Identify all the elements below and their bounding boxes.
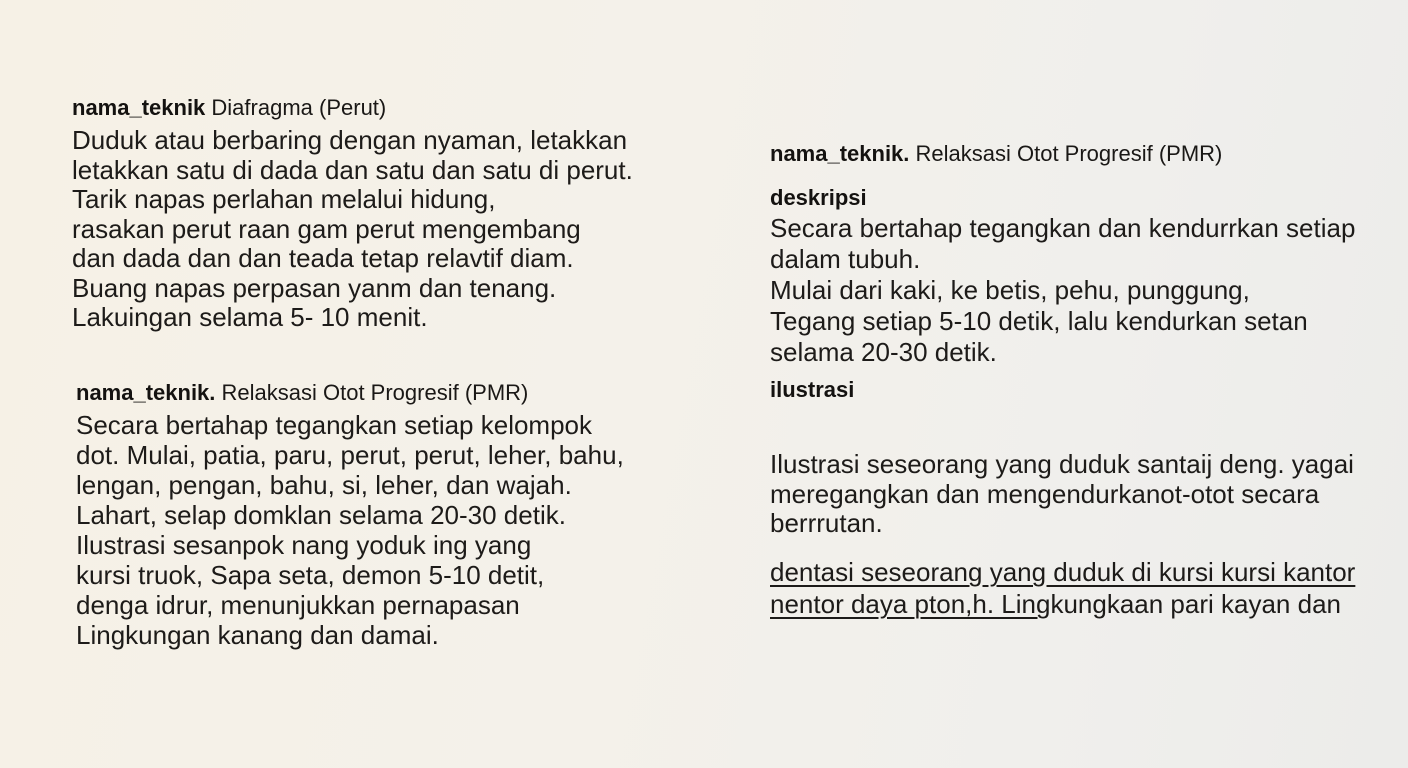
description-line: Tarik napas perlahan melalui hidung, [72, 184, 496, 214]
description-line: Lahart, selap domklan selama 20-30 detik. [76, 500, 566, 530]
description-line: Secara bertahap tegangkan setiap kelompok [76, 410, 593, 440]
technique-heading [76, 380, 624, 406]
description-line: Lakuingan selama 5- 10 menit. [72, 302, 428, 332]
illustration-line: berrrutan. [770, 508, 883, 538]
note-line [770, 588, 1355, 620]
description-line: rasakan perut raan gam perut mengembang [72, 213, 581, 244]
underlined-note-section [770, 556, 1355, 620]
technique-description [76, 410, 624, 650]
description-text [770, 213, 1355, 368]
technique-pmr-section [76, 380, 624, 650]
description-label: deskripsi [770, 185, 867, 210]
technique-name: Diafragma (Perut) [205, 95, 387, 120]
note-plain-text: kungkaan pari kayan dan [1050, 589, 1341, 619]
description-line: denga idrur, menunjukkan pernapasan [76, 590, 520, 620]
technique-diafragma-section [72, 95, 633, 333]
illustration-text-section [770, 450, 1354, 539]
technique-name: Relaksasi Otot Progresif (PMR) [215, 380, 529, 405]
illustration-label: ilustrasi [770, 377, 855, 402]
technique-key: nama_teknik [72, 95, 206, 120]
technique-key: nama_teknik. [76, 380, 216, 405]
description-line: selama 20-30 detik. [770, 337, 997, 367]
note-line: dentasi seseorang yang duduk di kursi kursi kantor [770, 557, 1356, 587]
right-technique-heading-section [770, 141, 1222, 167]
description-line: Buang napas perpasan yanm dan tenang. [72, 272, 557, 303]
note-underlined-text: nentor daya pton,h. Ling [770, 589, 1051, 619]
technique-heading [770, 141, 1222, 167]
technique-heading [72, 95, 633, 121]
illustration-line: meregangkan dan mengendurkanot-otot secara [770, 478, 1320, 509]
description-section [770, 185, 1355, 368]
description-line: lengan, pengan, bahu, si, leher, dan wajah. [76, 470, 572, 500]
technique-description [72, 126, 633, 333]
description-line: dot. Mulai, patia, paru, perut, perut, leher, bahu, [76, 440, 624, 470]
description-line: Duduk atau berbaring dengan nyaman, letakkan [72, 125, 628, 155]
description-line: Lingkungan kanang dan damai. [76, 620, 439, 650]
description-line: Secara bertahap tegangkan dan kendurrkan setiap [770, 213, 1356, 243]
description-line: Mulai dari kaki, ke betis, pehu, punggung, [770, 275, 1250, 305]
description-line: dan dada dan dan teada tetap relavtif diam. [72, 243, 574, 273]
description-line: dalam tubuh. [770, 244, 921, 274]
technique-key: nama_teknik. [770, 141, 910, 166]
illustration-label-section [770, 377, 854, 403]
technique-name: Relaksasi Otot Progresif (PMR) [909, 141, 1223, 166]
description-line: letakkan satu di dada dan satu dan satu di perut. [72, 154, 633, 185]
description-line: kursi truok, Sapa seta, demon 5-10 detit, [76, 560, 545, 590]
description-line: Ilustrasi sesanpok nang yoduk ing yang [76, 530, 532, 560]
description-line: Tegang setiap 5-10 detik, lalu kendurkan setan [770, 306, 1308, 336]
illustration-line: Ilustrasi seseorang yang duduk santaij deng. yagai [770, 449, 1354, 479]
